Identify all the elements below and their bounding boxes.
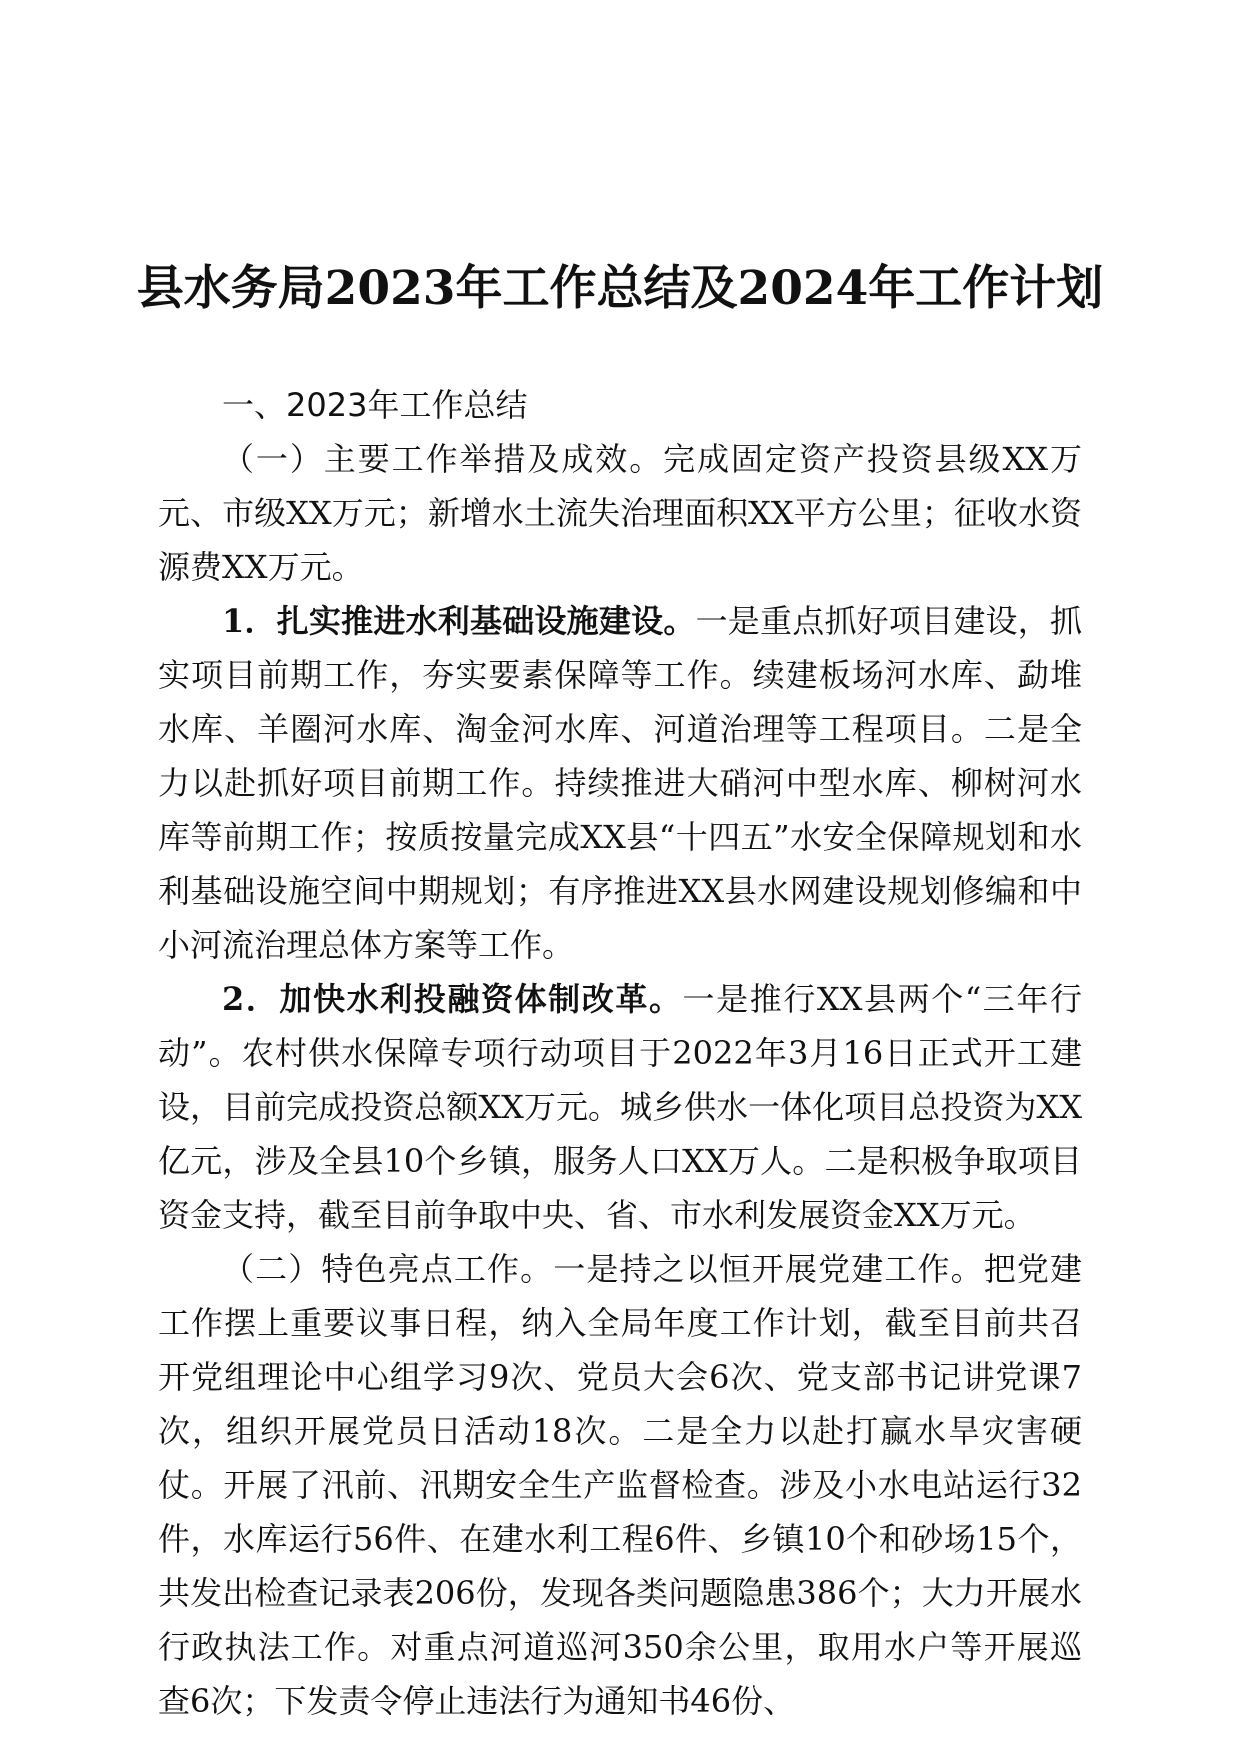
section-heading-2023-summary: 一、2023年工作总结 — [222, 386, 528, 424]
paragraph-investment-reform — [158, 972, 1082, 1242]
paragraph-infrastructure — [158, 594, 1082, 972]
document-title: 县水务局2023年工作总结及2024年工作计划 — [136, 261, 1104, 317]
paragraph-highlights: （二）特色亮点工作。一是持之以恒开展党建工作。把党建工作摆上重要议事日程，纳入全局年度工作计划，截至目前共召开党组理论中心组学习9次、党员大会6次、党支部书记讲党课7次，组织开展党员日活动18次。二是全力以赴打赢水旱灾害硬仗。开展了汛前、汛期安全生产监督检查。涉及小水电站运行32件，水库运行56件、在建水利工程6件、乡镇10个和砂场15个，共发出检查记录表206份，发现各类问题隐患386个；大力开展水行政执法工作。对重点河道巡河350余公里，取用水户等开展巡查6次；下发责令停止违法行为通知书46份、 — [158, 1250, 1082, 1720]
paragraph-investment-reform-body: 一是推行XX县两个“三年行动”。农村供水保障专项行动项目于2022年3月16日正式开工建设，目前完成投资总额XX万元。城乡供水一体化项目总投资为XX亿元，涉及全县10个乡镇，服务人口XX万人。二是积极争取项目资金支持，截至目前争取中央、省、市水利发展资金XX万元。 — [158, 980, 1082, 1234]
paragraph-infrastructure-lead: 1．扎实推进水利基础设施建设。 — [222, 602, 696, 640]
paragraph-main-measures: （一）主要工作举措及成效。完成固定资产投资县级XX万元、市级XX万元；新增水土流失治理面积XX平方公里；征收水资源费XX万元。 — [158, 440, 1082, 586]
document-body — [158, 378, 1082, 1728]
paragraph-investment-reform-lead: 2．加快水利投融资体制改革。 — [222, 980, 683, 1018]
paragraph-infrastructure-body: 一是重点抓好项目建设，抓实项目前期工作，夯实要素保障等工作。续建板场河水库、勐堆水库、羊圈河水库、淘金河水库、河道治理等工程项目。二是全力以赴抓好项目前期工作。持续推进大硝河中型水库、柳树河水库等前期工作；按质按量完成XX县“十四五”水安全保障规划和水利基础设施空间中期规划；有序推进XX县水网建设规划修编和中小河流治理总体方案等工作。 — [158, 602, 1082, 964]
